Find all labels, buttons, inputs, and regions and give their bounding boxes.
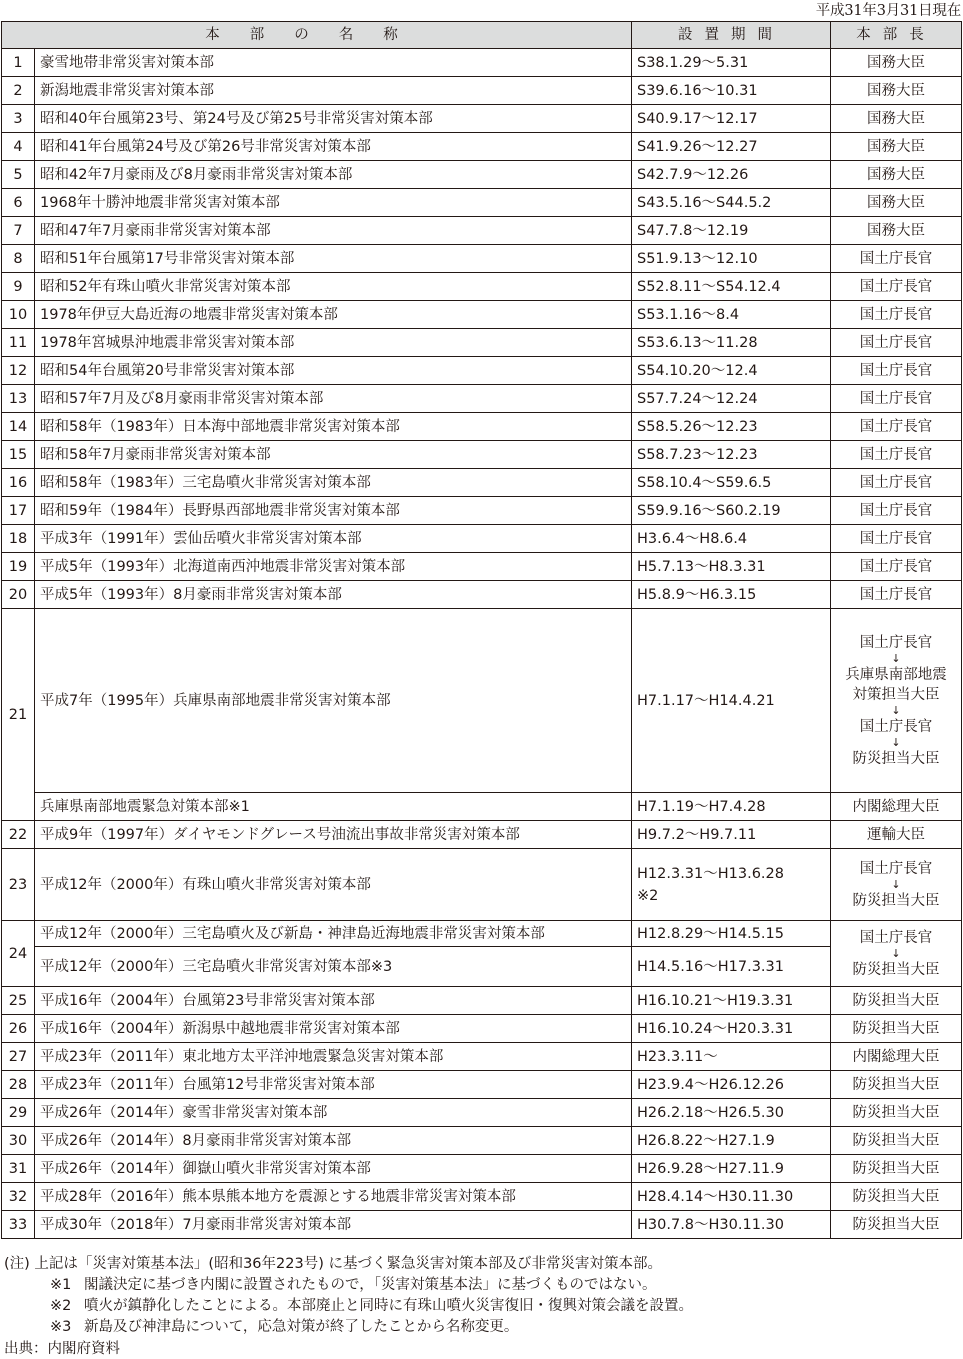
hq-name: 平成26年（2014年）豪雪非常災害対策本部 (35, 1099, 632, 1127)
head-title: 防災担当大臣 (852, 961, 940, 978)
table-row (2, 497, 962, 525)
row-number: 16 (2, 469, 35, 497)
head-chain (831, 856, 961, 914)
head-title: 国土庁長官 (859, 718, 933, 735)
note-main: (注) 上記は「災害対策基本法」(昭和36年223号) に基づく緊急災害対策本部及び非常災害対策本部。 (4, 1256, 662, 1272)
table-row (2, 385, 962, 413)
row-number: 31 (2, 1155, 35, 1183)
head-title: 運輸大臣 (831, 821, 962, 849)
period: S52.8.11〜S54.12.4 (632, 273, 831, 301)
table-row (2, 1099, 962, 1127)
head-title: 防災担当大臣 (831, 987, 962, 1015)
head-title: 防災担当大臣 (831, 1127, 962, 1155)
row-number: 29 (2, 1099, 35, 1127)
hq-name: 平成16年（2004年）台風第23号非常災害対策本部 (35, 987, 632, 1015)
head-title: 国土庁長官 (831, 273, 962, 301)
period: S40.9.17〜12.17 (632, 105, 831, 133)
period: H12.3.31〜H13.6.28 ※2 (632, 849, 831, 921)
table-row (2, 1071, 962, 1099)
note-mark: ※3 (50, 1319, 72, 1335)
row-number: 32 (2, 1183, 35, 1211)
hq-name: 昭和41年台風第24号及び第26号非常災害対策本部 (35, 133, 632, 161)
period: S39.6.16〜10.31 (632, 77, 831, 105)
note-2 (4, 1296, 693, 1317)
table-row (2, 1127, 962, 1155)
row-number: 6 (2, 189, 35, 217)
head-title: 国土庁長官 (831, 497, 962, 525)
head-title: 国土庁長官 (831, 357, 962, 385)
head-title: 防災担当大臣 (831, 1155, 962, 1183)
row-number: 27 (2, 1043, 35, 1071)
down-arrow-icon: ↓ (891, 877, 901, 891)
row-number: 30 (2, 1127, 35, 1155)
hq-name: 昭和42年7月豪雨及び8月豪雨非常災害対策本部 (35, 161, 632, 189)
period: H26.9.28〜H27.11.9 (632, 1155, 831, 1183)
hq-name: 兵庫県南部地震緊急対策本部※1 (35, 793, 632, 821)
row-number: 17 (2, 497, 35, 525)
hq-name: 平成7年（1995年）兵庫県南部地震非常災害対策本部 (35, 609, 632, 793)
table-row (2, 329, 962, 357)
row-number: 11 (2, 329, 35, 357)
head-title: 防災担当大臣 (831, 1099, 962, 1127)
row-number: 22 (2, 821, 35, 849)
period: H16.10.21〜H19.3.31 (632, 987, 831, 1015)
head-title: 防災担当大臣 (831, 1071, 962, 1099)
table-row (2, 609, 962, 793)
hq-name: 平成5年（1993年）8月豪雨非常災害対策本部 (35, 581, 632, 609)
table-row (2, 1211, 962, 1239)
head-title: 国土庁長官 (831, 329, 962, 357)
header-row (2, 22, 962, 49)
row-number: 14 (2, 413, 35, 441)
row-number: 21 (2, 609, 35, 821)
table-row (2, 1015, 962, 1043)
hq-name: 昭和58年（1983年）三宅島噴火非常災害対策本部 (35, 469, 632, 497)
hq-name: 1968年十勝沖地震非常災害対策本部 (35, 189, 632, 217)
period: H14.5.16〜H17.3.31 (632, 947, 831, 987)
table-row (2, 273, 962, 301)
head-title: 国土庁長官 (831, 525, 962, 553)
head-cell (831, 921, 962, 987)
period: S43.5.16〜S44.5.2 (632, 189, 831, 217)
row-number: 13 (2, 385, 35, 413)
row-number: 33 (2, 1211, 35, 1239)
table-row (2, 161, 962, 189)
period: S53.6.13〜11.28 (632, 329, 831, 357)
down-arrow-icon: ↓ (891, 703, 901, 717)
period: S58.7.23〜12.23 (632, 441, 831, 469)
hq-name: 昭和54年台風第20号非常災害対策本部 (35, 357, 632, 385)
note-mark: ※1 (50, 1277, 72, 1293)
period: S51.9.13〜12.10 (632, 245, 831, 273)
head-title: 防災担当大臣 (852, 750, 940, 767)
hq-name: 平成12年（2000年）三宅島噴火非常災害対策本部※3 (35, 947, 632, 987)
table-row (2, 413, 962, 441)
note-text: 閣議決定に基づき内閣に設置されたもので，「災害対策基本法」に基づくものではない。 (84, 1277, 657, 1293)
period: S41.9.26〜12.27 (632, 133, 831, 161)
head-title: 国土庁長官 (831, 385, 962, 413)
head-title: 国務大臣 (831, 189, 962, 217)
row-number: 23 (2, 849, 35, 921)
period: H28.4.14〜H30.11.30 (632, 1183, 831, 1211)
head-title: 内閣総理大臣 (831, 793, 962, 821)
head-title: 国土庁長官 (859, 860, 933, 877)
row-number: 9 (2, 273, 35, 301)
hq-name: 平成9年（1997年）ダイヤモンドグレース号油流出事故非常災害対策本部 (35, 821, 632, 849)
table-body (2, 49, 962, 1239)
down-arrow-icon: ↓ (891, 735, 901, 749)
notes (4, 1254, 693, 1338)
head-title: 国土庁長官 (831, 301, 962, 329)
period: S57.7.24〜12.24 (632, 385, 831, 413)
header-period: 設置期間 (632, 22, 831, 49)
period: H16.10.24〜H20.3.31 (632, 1015, 831, 1043)
hq-name: 平成30年（2018年）7月豪雨非常災害対策本部 (35, 1211, 632, 1239)
head-title: 国務大臣 (831, 217, 962, 245)
table-row (2, 245, 962, 273)
row-number: 8 (2, 245, 35, 273)
hq-name: 平成16年（2004年）新潟県中越地震非常災害対策本部 (35, 1015, 632, 1043)
row-number: 10 (2, 301, 35, 329)
source: 出典：内閣府資料 (4, 1341, 120, 1357)
table-row (2, 105, 962, 133)
table-row (2, 553, 962, 581)
head-title: 防災担当大臣 (831, 1183, 962, 1211)
hq-name: 新潟地震非常災害対策本部 (35, 77, 632, 105)
row-number: 18 (2, 525, 35, 553)
table-row (2, 469, 962, 497)
row-number: 24 (2, 921, 35, 987)
hq-name: 昭和47年7月豪雨非常災害対策本部 (35, 217, 632, 245)
table-row (2, 217, 962, 245)
table-row (2, 581, 962, 609)
head-chain (831, 925, 961, 983)
head-title: 防災担当大臣 (831, 1211, 962, 1239)
row-number: 1 (2, 49, 35, 77)
note-text: 新島及び神津島について，応急対策が終了したことから名称変更。 (84, 1319, 519, 1335)
table-row (2, 947, 962, 987)
period: S42.7.9〜12.26 (632, 161, 831, 189)
note-1 (4, 1275, 693, 1296)
period: H5.7.13〜H8.3.31 (632, 553, 831, 581)
hq-name: 昭和58年（1983年）日本海中部地震非常災害対策本部 (35, 413, 632, 441)
header-head: 本部長 (831, 22, 962, 49)
note-mark: ※2 (50, 1298, 72, 1314)
row-number: 7 (2, 217, 35, 245)
row-number: 20 (2, 581, 35, 609)
head-title: 内閣総理大臣 (831, 1043, 962, 1071)
period: H12.8.29〜H14.5.15 (632, 921, 831, 947)
period: H23.9.4〜H26.12.26 (632, 1071, 831, 1099)
header-name: 本部の名称 (2, 22, 632, 49)
head-title: 国務大臣 (831, 105, 962, 133)
hq-name: 昭和59年（1984年）長野県西部地震非常災害対策本部 (35, 497, 632, 525)
row-number: 26 (2, 1015, 35, 1043)
period: S38.1.29〜5.31 (632, 49, 831, 77)
hq-name: 昭和51年台風第17号非常災害対策本部 (35, 245, 632, 273)
head-title: 国務大臣 (831, 49, 962, 77)
head-title: 国務大臣 (831, 133, 962, 161)
table-row (2, 849, 962, 921)
head-title: 国土庁長官 (859, 634, 933, 651)
period: S58.10.4〜S59.6.5 (632, 469, 831, 497)
head-title: 国務大臣 (831, 77, 962, 105)
hq-name: 豪雪地帯非常災害対策本部 (35, 49, 632, 77)
down-arrow-icon: ↓ (891, 946, 901, 960)
hq-name: 平成23年（2011年）台風第12号非常災害対策本部 (35, 1071, 632, 1099)
table-row (2, 49, 962, 77)
row-number: 25 (2, 987, 35, 1015)
row-number: 19 (2, 553, 35, 581)
hq-name: 平成23年（2011年）東北地方太平洋沖地震緊急災害対策本部 (35, 1043, 632, 1071)
period: S47.7.8〜12.19 (632, 217, 831, 245)
note-text: 噴火が鎮静化したことによる。本部廃止と同時に有珠山噴火災害復旧・復興対策会議を設置。 (84, 1298, 693, 1314)
as-of-date: 平成31年3月31日現在 (815, 3, 961, 19)
hq-name: 昭和52年有珠山噴火非常災害対策本部 (35, 273, 632, 301)
table-row (2, 357, 962, 385)
row-number: 3 (2, 105, 35, 133)
period: S58.5.26〜12.23 (632, 413, 831, 441)
down-arrow-icon: ↓ (891, 651, 901, 665)
period: H3.6.4〜H8.6.4 (632, 525, 831, 553)
head-cell (831, 609, 962, 793)
hq-name: 昭和58年7月豪雨非常災害対策本部 (35, 441, 632, 469)
hq-name: 平成3年（1991年）雲仙岳噴火非常災害対策本部 (35, 525, 632, 553)
period: H9.7.2〜H9.7.11 (632, 821, 831, 849)
table-row (2, 793, 962, 821)
hq-name: 平成12年（2000年）三宅島噴火及び新島・神津島近海地震非常災害対策本部 (35, 921, 632, 947)
row-number: 2 (2, 77, 35, 105)
head-title: 国土庁長官 (831, 245, 962, 273)
period: S59.9.16〜S60.2.19 (632, 497, 831, 525)
note-3 (4, 1317, 693, 1338)
period: S54.10.20〜12.4 (632, 357, 831, 385)
head-title: 国土庁長官 (831, 581, 962, 609)
period: H30.7.8〜H30.11.30 (632, 1211, 831, 1239)
head-title: 国土庁長官 (831, 469, 962, 497)
table-row (2, 987, 962, 1015)
table-row (2, 1183, 962, 1211)
row-number: 15 (2, 441, 35, 469)
table-row (2, 189, 962, 217)
hq-name: 1978年宮城県沖地震非常災害対策本部 (35, 329, 632, 357)
period: H7.1.17〜H14.4.21 (632, 609, 831, 793)
hq-name: 平成12年（2000年）有珠山噴火非常災害対策本部 (35, 849, 632, 921)
head-title: 国土庁長官 (831, 413, 962, 441)
period: H23.3.11〜 (632, 1043, 831, 1071)
hq-name: 1978年伊豆大島近海の地震非常災害対策本部 (35, 301, 632, 329)
head-title: 国土庁長官 (831, 553, 962, 581)
row-number: 12 (2, 357, 35, 385)
period: S53.1.16〜8.4 (632, 301, 831, 329)
head-title: 兵庫県南部地震 対策担当大臣 (845, 666, 947, 703)
row-number: 5 (2, 161, 35, 189)
table-row (2, 301, 962, 329)
row-number: 4 (2, 133, 35, 161)
hq-name: 昭和40年台風第23号、第24号及び第25号非常災害対策本部 (35, 105, 632, 133)
period: H7.1.19〜H7.4.28 (632, 793, 831, 821)
row-number: 28 (2, 1071, 35, 1099)
period: H5.8.9〜H6.3.15 (632, 581, 831, 609)
table-row (2, 441, 962, 469)
head-chain (831, 630, 961, 772)
head-title: 防災担当大臣 (852, 892, 940, 909)
hq-name: 平成28年（2016年）熊本県熊本地方を震源とする地震非常災害対策本部 (35, 1183, 632, 1211)
head-cell (831, 849, 962, 921)
period: H26.2.18〜H26.5.30 (632, 1099, 831, 1127)
disaster-hq-table (1, 21, 962, 1239)
table-row (2, 77, 962, 105)
table-row (2, 921, 962, 947)
table-row (2, 133, 962, 161)
table-row (2, 1155, 962, 1183)
table-row (2, 821, 962, 849)
period: H26.8.22〜H27.1.9 (632, 1127, 831, 1155)
hq-name: 平成26年（2014年）御嶽山噴火非常災害対策本部 (35, 1155, 632, 1183)
hq-name: 平成5年（1993年）北海道南西沖地震非常災害対策本部 (35, 553, 632, 581)
head-title: 国土庁長官 (831, 441, 962, 469)
head-title: 防災担当大臣 (831, 1015, 962, 1043)
table-row (2, 1043, 962, 1071)
table-row (2, 525, 962, 553)
hq-name: 平成26年（2014年）8月豪雨非常災害対策本部 (35, 1127, 632, 1155)
head-title: 国務大臣 (831, 161, 962, 189)
hq-name: 昭和57年7月及び8月豪雨非常災害対策本部 (35, 385, 632, 413)
head-title: 国土庁長官 (859, 929, 933, 946)
